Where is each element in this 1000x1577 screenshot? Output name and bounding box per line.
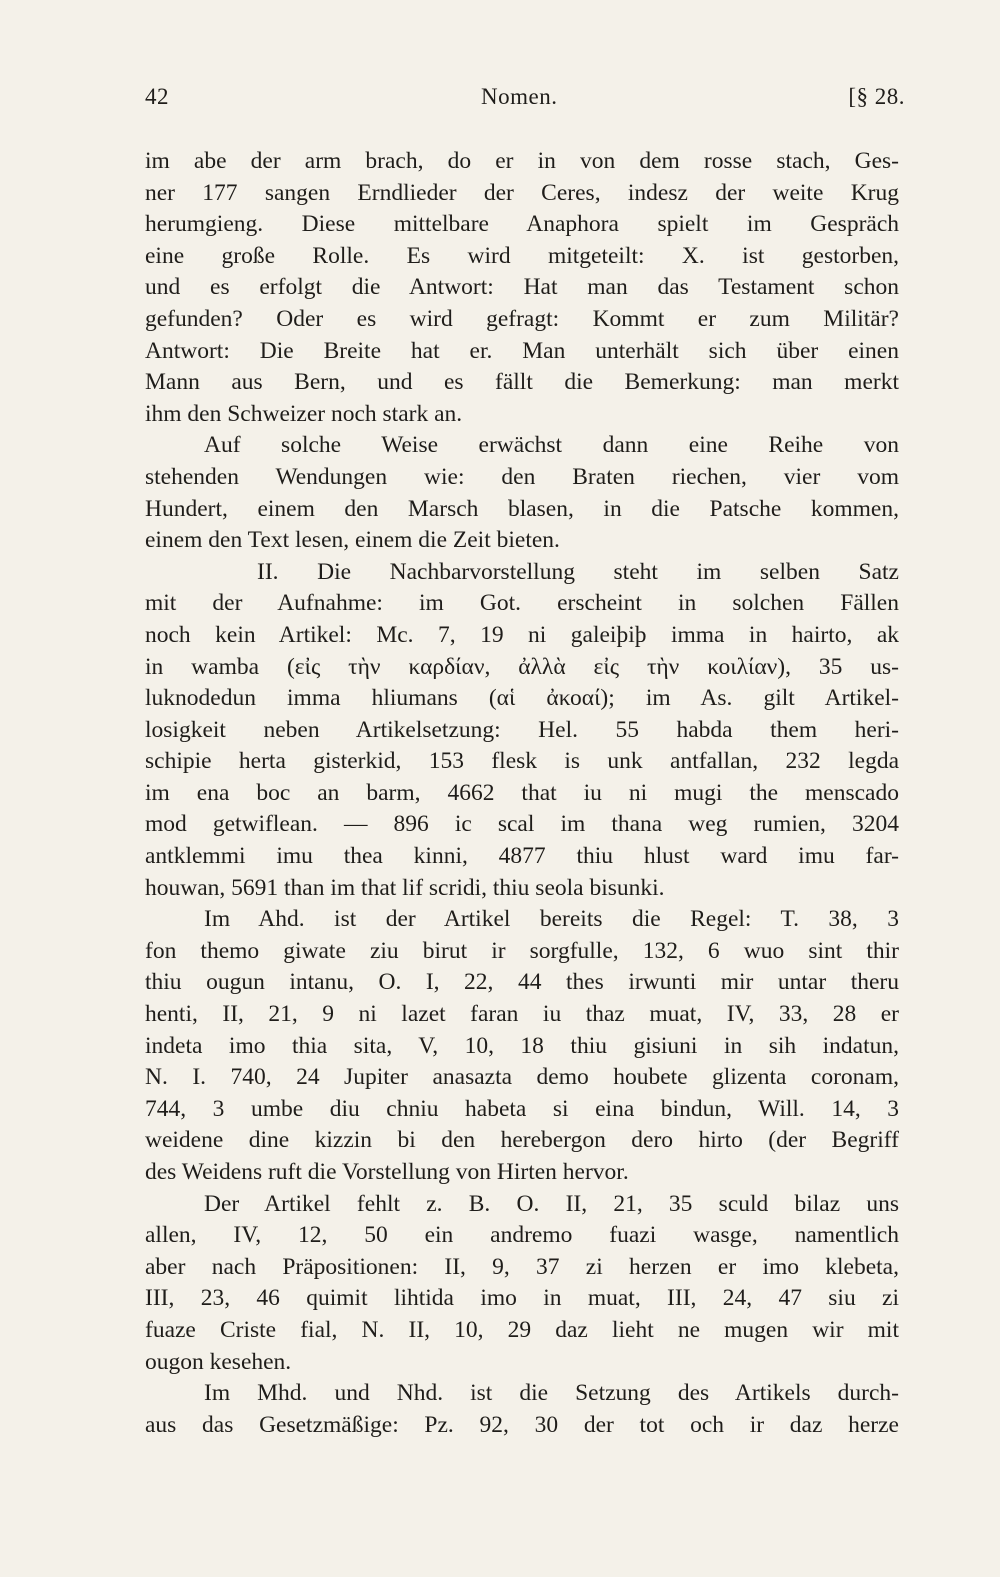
text-line: herumgieng. Diese mittelbare Anaphora spielt im Gespräch [145,211,899,238]
text-line: allen, IV, 12, 50 ein andremo fuazi wasge, namentlich [145,1222,899,1249]
text-line: und es erfolgt die Antwort: Hat man das Testament schon [145,274,899,301]
text-line: mod getwiflean. — 896 ic scal im thana weg rumien, 3204 [145,811,899,838]
text-line: im ena boc an barm, 4662 that iu ni mugi the menscado [145,779,899,806]
text-line: ihm den Schweizer noch stark an. [145,400,463,427]
text-line: gefunden? Oder es wird gefragt: Kommt er zum Militär? [145,305,899,332]
text-line: des Weidens ruft die Vorstellung von Hirten hervor. [145,1159,629,1185]
text-line: thiu ougun intanu, O. I, 22, 44 thes irwunti mir untar theru [145,969,899,996]
text-line: fuaze Criste fial, N. II, 10, 29 daz lieht ne mugen wir mit [145,1316,899,1343]
text-line: weidene dine kizzin bi den herebergon dero hirto (der Begriff [145,1127,899,1154]
text-line: ougon kesehen. [145,1348,292,1375]
text-line: aus das Gesetzmäßige: Pz. 92, 30 der tot och ir daz herze [145,1411,899,1438]
section-marker: [§ 28. [848,84,905,109]
text-line: Mann aus Bern, und es fällt die Bemerkung: man merkt [145,369,899,396]
text-line: in wamba (εἰς τὴν καρδίαν, ἀλλὰ εἰς τὴν κοιλίαν), 35 us- [145,653,899,680]
text-line: losigkeit neben Artikelsetzung: Hel. 55 habda them heri- [145,716,899,743]
text-line: houwan, 5691 than im that lif scridi, thiu seola bisunki. [145,874,665,901]
text-line: luknodedun imma hliumans (αἱ ἀκοαί); im As. gilt Artikel- [145,685,899,712]
text-line: indeta imo thia sita, V, 10, 18 thiu gisiuni in sih indatun, [145,1032,899,1059]
text-line: einem den Text lesen, einem die Zeit bieten. [145,527,560,554]
text-line: Antwort: Die Breite hat er. Man unterhält sich über einen [145,337,899,364]
text-line: schipie herta gisterkid, 153 flesk is unk antfallan, 232 legda [145,748,899,775]
page-number: 42 [145,84,169,109]
text-line: mit der Aufnahme: im Got. erscheint in solchen Fällen [145,590,899,617]
text-line: noch kein Artikel: Mc. 7, 19 ni galeiþiþ imma in hairto, ak [145,621,899,648]
text-line: ner 177 sangen Erndlieder der Ceres, indesz der weite Krug [145,179,899,206]
text-line: 744, 3 umbe diu chniu habeta si eina bindun, Will. 14, 3 [145,1095,899,1122]
text-line: Im Ahd. ist der Artikel bereits die Regel: T. 38, 3 [204,906,899,933]
text-line: Im Mhd. und Nhd. ist die Setzung des Artikels durch- [204,1380,899,1407]
text-line: N. I. 740, 24 Jupiter anasazta demo houbete glizenta coronam, [145,1064,899,1091]
text-line: fon themo giwate ziu birut ir sorgfulle, 132, 6 wuo sint thir [145,937,899,964]
text-line: II. Die Nachbarvorstellung steht im selben Satz [257,558,899,585]
running-title: Nomen. [481,84,558,109]
text-line: eine große Rolle. Es wird mitgeteilt: X. ist gestorben, [145,242,899,269]
text-line: stehenden Wendungen wie: den Braten riechen, vier vom [145,463,899,490]
text-line: aber nach Präpositionen: II, 9, 37 zi herzen er imo klebeta, [145,1253,899,1280]
text-line: Der Artikel fehlt z. B. O. II, 21, 35 sculd bilaz uns [204,1190,899,1217]
text-line: im abe der arm brach, do er in von dem rosse stach, Ges- [145,148,899,174]
text-line: Hundert, einem den Marsch blasen, in die Patsche kommen, [145,495,899,522]
text-line: Auf solche Weise erwächst dann eine Reihe von [204,432,899,459]
text-line: III, 23, 46 quimit lihtida imo in muat, III, 24, 47 siu zi [145,1285,899,1312]
running-head [145,84,905,118]
text-line: antklemmi imu thea kinni, 4877 thiu hlust ward imu far- [145,843,899,870]
text-line: henti, II, 21, 9 ni lazet faran iu thaz muat, IV, 33, 28 er [145,1001,899,1028]
body-text [145,146,899,1441]
